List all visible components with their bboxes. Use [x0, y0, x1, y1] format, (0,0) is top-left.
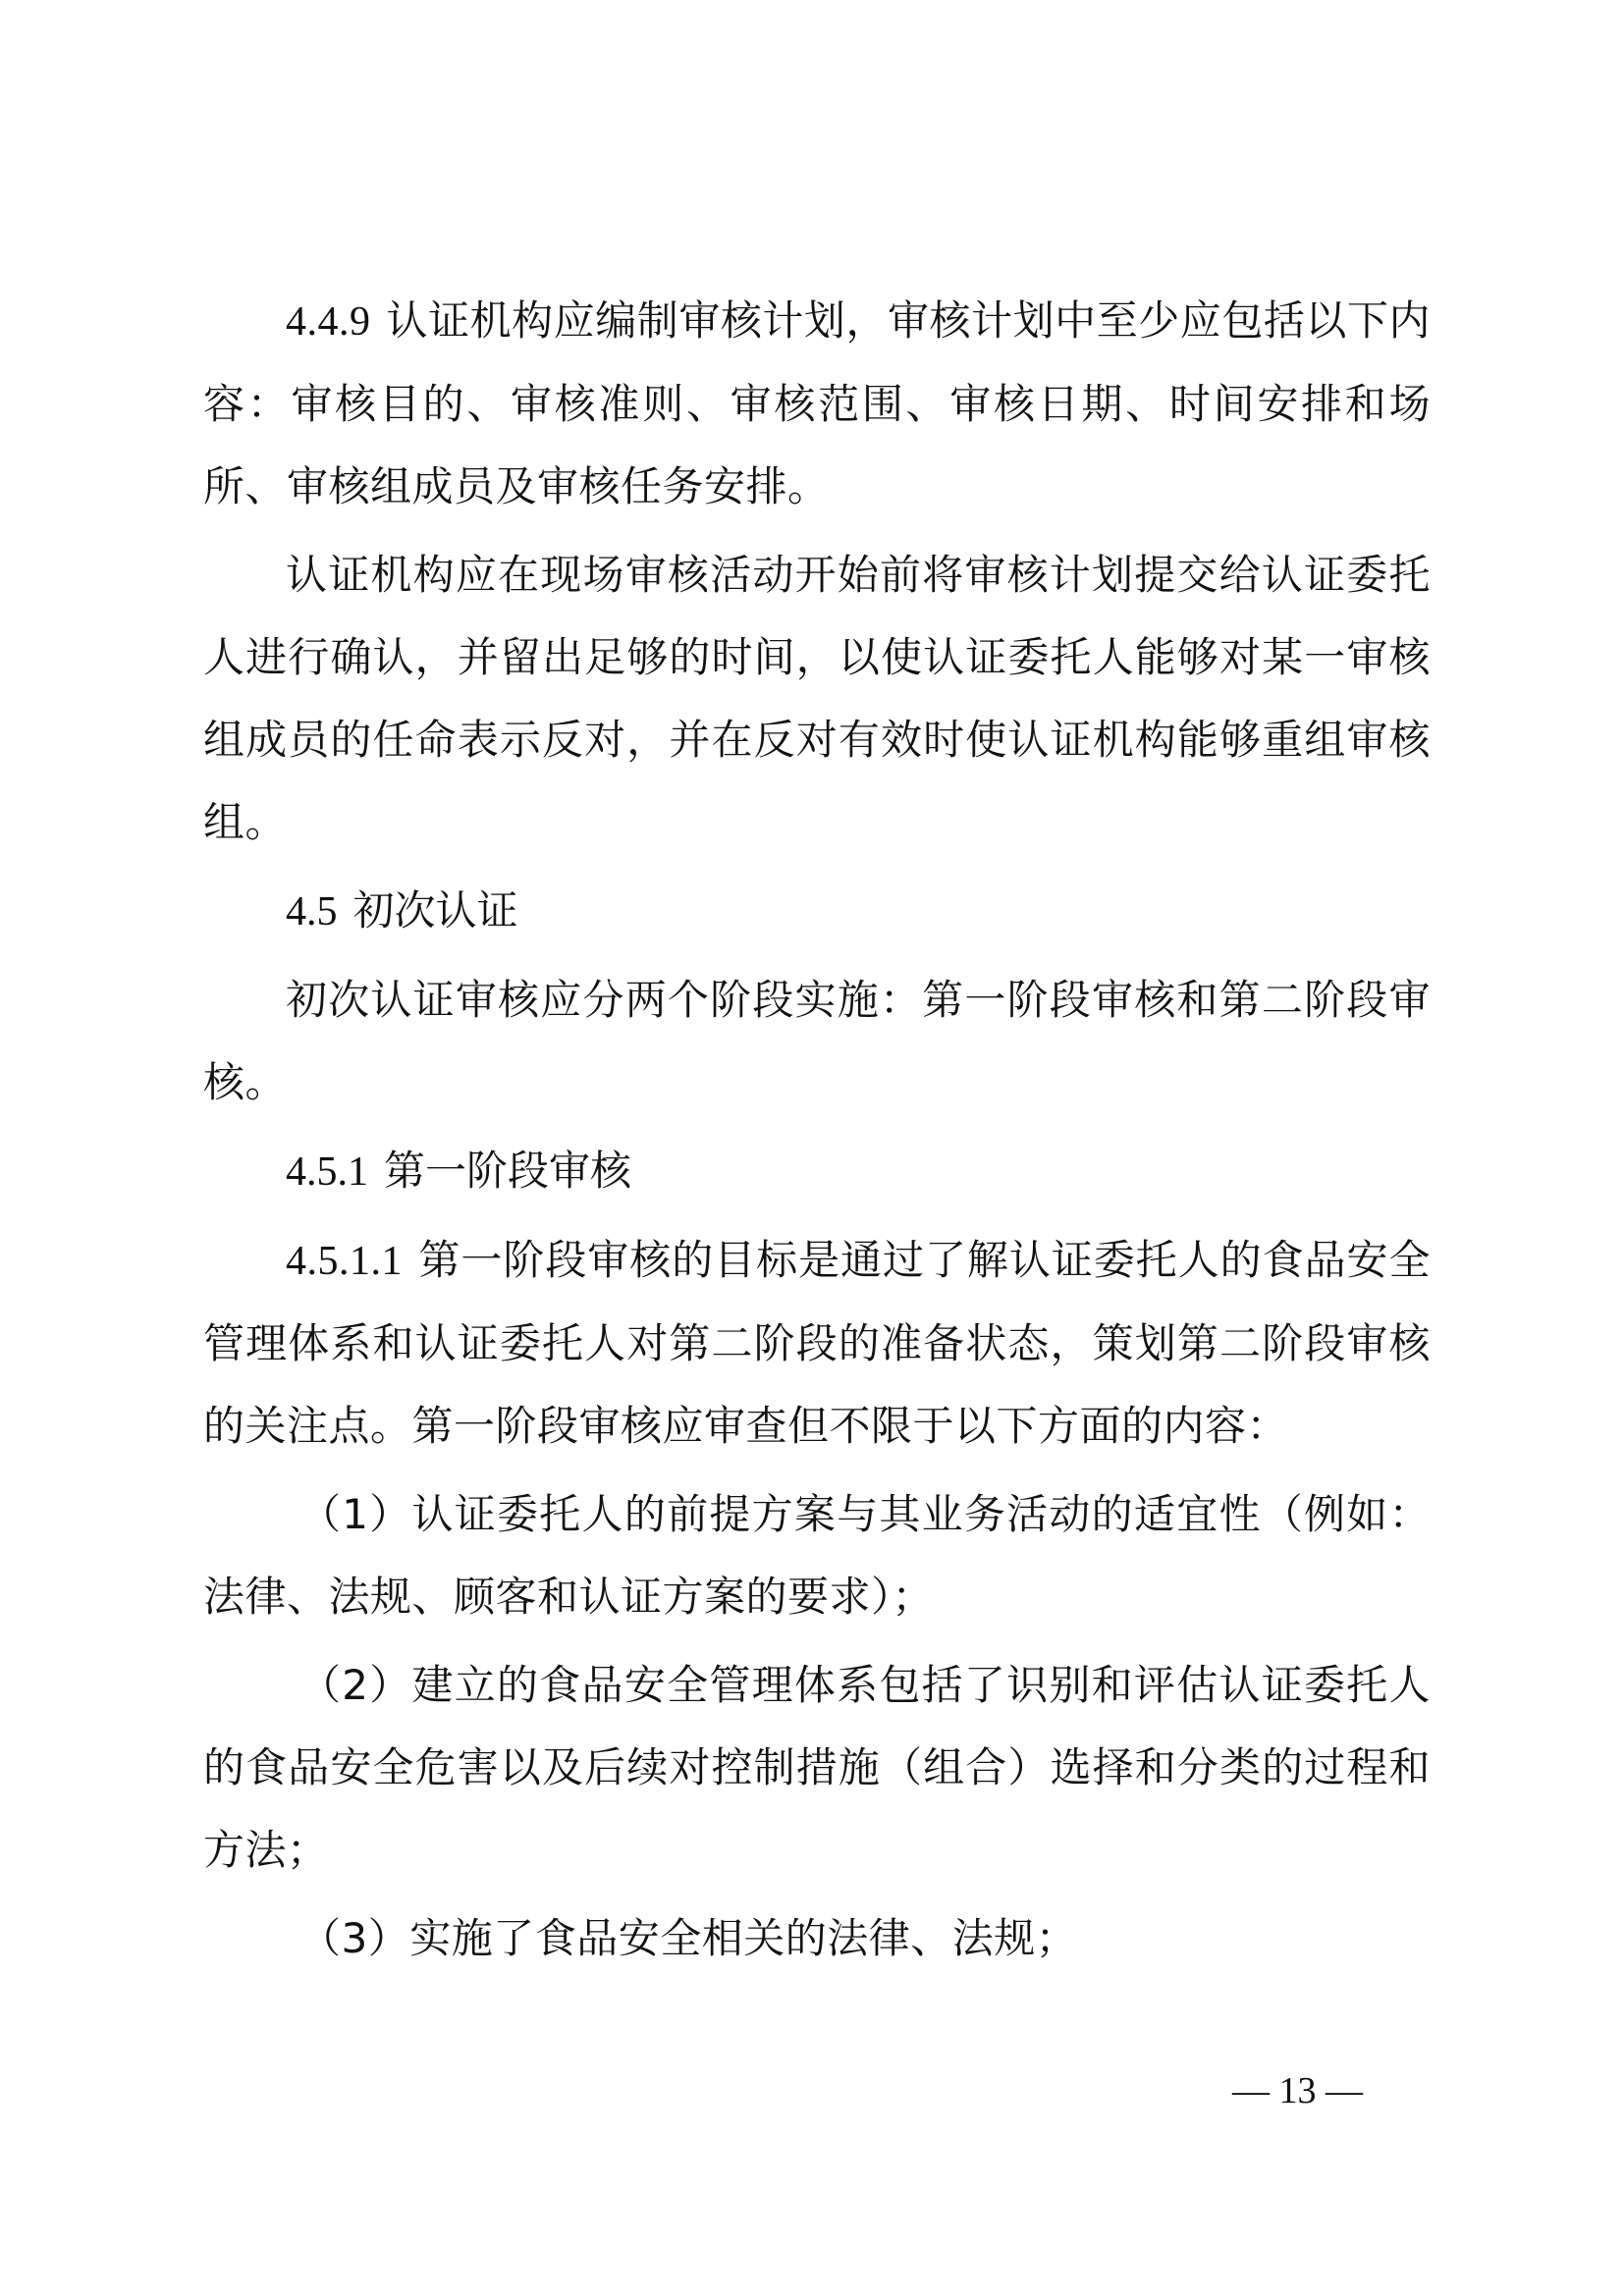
- heading-text: 第一阶段审核: [384, 1147, 632, 1195]
- paragraph-text: 认证机构应编制审核计划，审核计划中至少应包括以下内容：审核目的、审核准则、审核范围、审核日期、时间安排和场所、审核组成员及审核任务安排。: [203, 296, 1431, 510]
- heading-text: 初次认证: [352, 886, 518, 934]
- list-item-3: [203, 1897, 1431, 1980]
- list-item-text: 建立的食品安全管理体系包括了识别和评估认证委托人的食品安全危害以及后续对控制措施（组合）选择和分类的过程和方法；: [203, 1661, 1431, 1874]
- paragraph-4-4-9-continued: [203, 534, 1431, 864]
- list-item-1: [203, 1473, 1431, 1638]
- list-item-number: （1）: [299, 1490, 412, 1538]
- list-item-text: 认证委托人的前提方案与其业务活动的适宜性（例如：法律、法规、顾客和认证方案的要求）；: [203, 1490, 1431, 1621]
- list-item-2: [203, 1644, 1431, 1892]
- paragraph-text: 初次认证审核应分两个阶段实施：第一阶段审核和第二阶段审核。: [203, 976, 1431, 1106]
- list-item-number: （2）: [299, 1661, 412, 1709]
- heading-4-5: [203, 870, 1431, 953]
- paragraph-4-5: [203, 959, 1431, 1124]
- paragraph-4-5-1-1: [203, 1219, 1431, 1468]
- document-body: [203, 280, 1431, 1986]
- page-number: — 13 —: [1232, 2070, 1363, 2111]
- clause-number: 4.5: [286, 889, 338, 934]
- heading-4-5-1: [203, 1130, 1431, 1213]
- clause-number: 4.5.1: [286, 1149, 368, 1195]
- clause-number: 4.5.1.1: [286, 1239, 403, 1284]
- paragraph-text: 第一阶段审核的目标是通过了解认证委托人的食品安全管理体系和认证委托人对第二阶段的准备状态，策划第二阶段审核的关注点。第一阶段审核应审查但不限于以下方面的内容：: [203, 1236, 1431, 1450]
- clause-number: 4.4.9: [286, 299, 371, 345]
- list-item-number: （3）: [299, 1914, 410, 1962]
- paragraph-4-4-9: [203, 280, 1431, 528]
- list-item-text: 实施了食品安全相关的法律、法规；: [409, 1914, 1078, 1962]
- paragraph-text: 认证机构应在现场审核活动开始前将审核计划提交给认证委托人进行确认，并留出足够的时间，以使认证委托人能够对某一审核组成员的任命表示反对，并在反对有效时使认证机构能够重组审核组。: [203, 551, 1431, 846]
